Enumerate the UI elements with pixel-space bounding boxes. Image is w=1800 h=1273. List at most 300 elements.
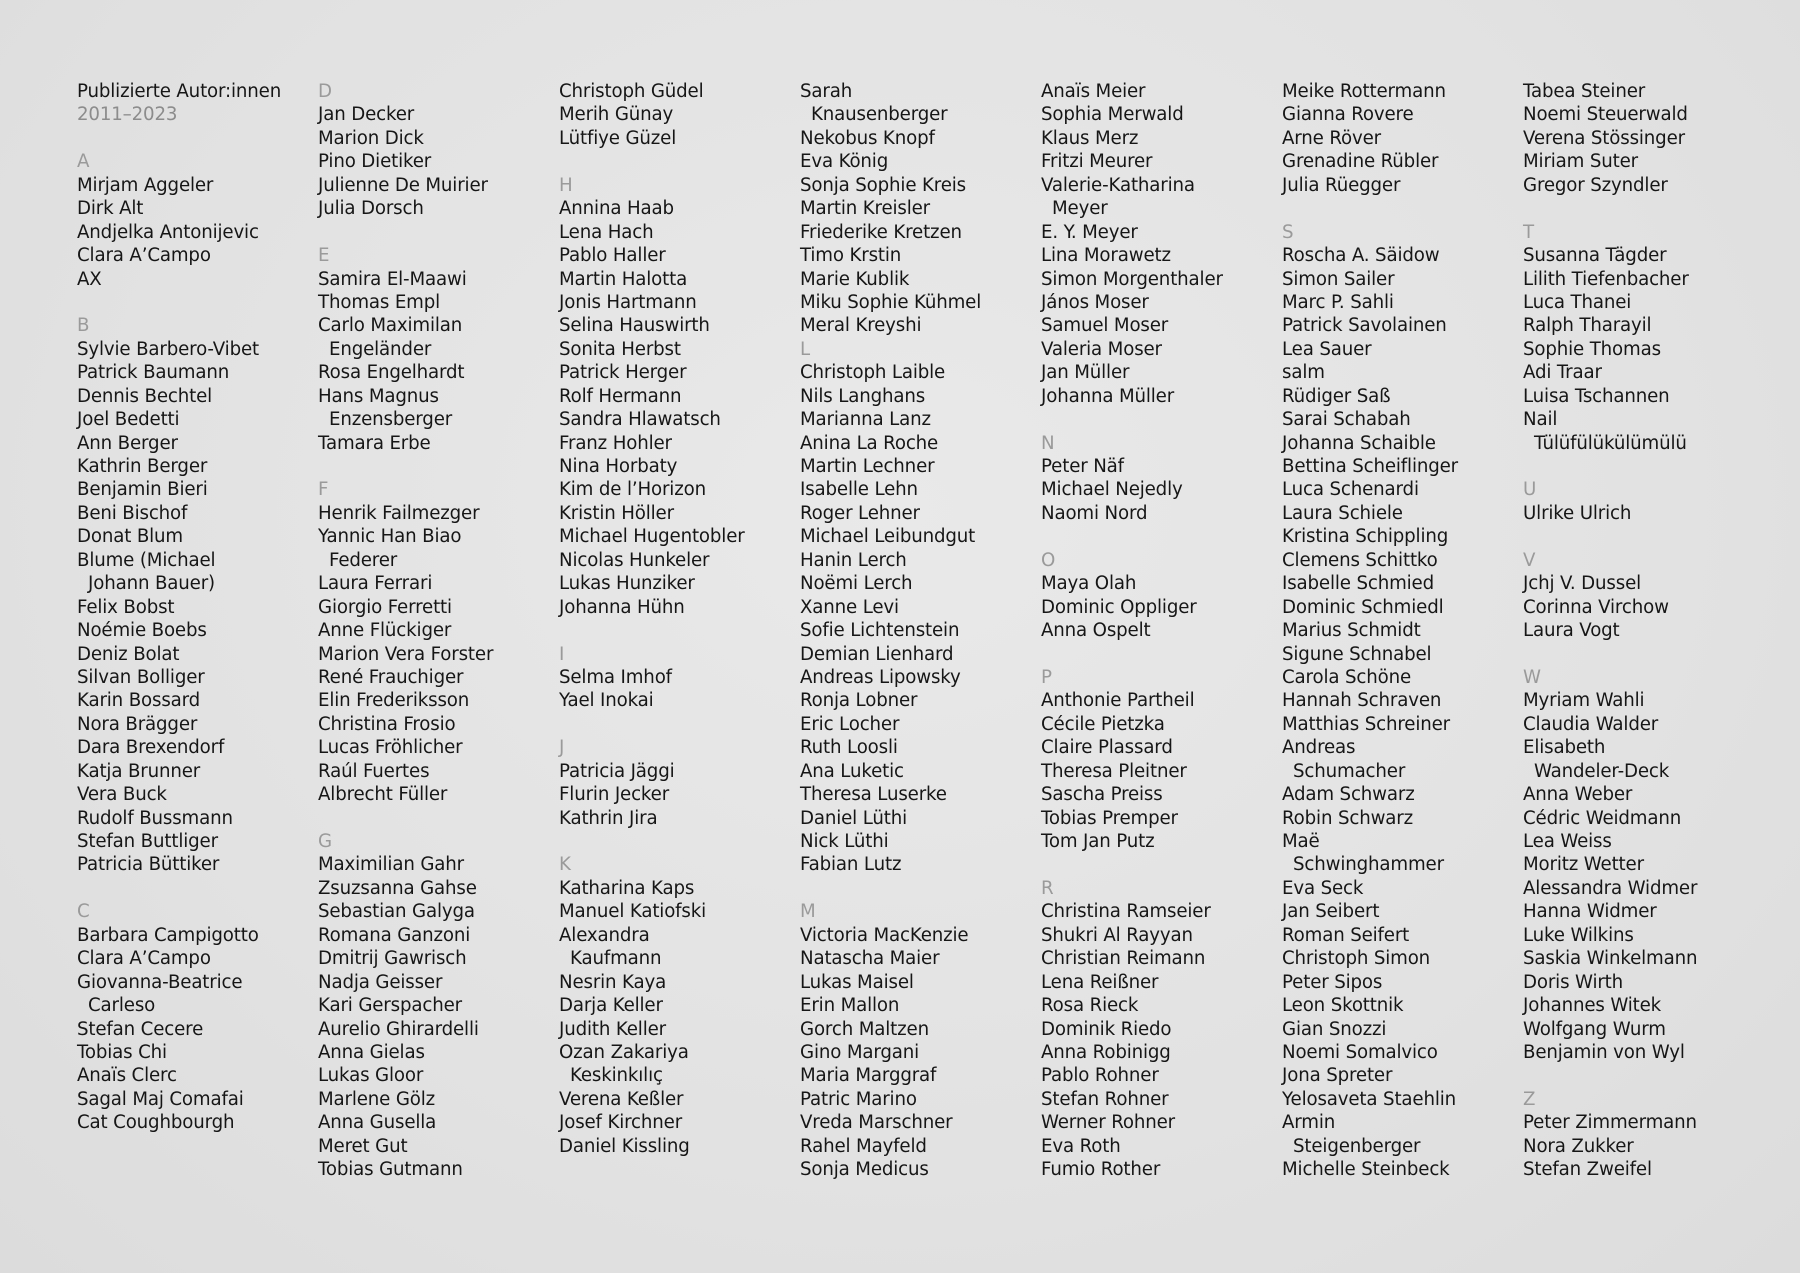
author-name-continuation: Kaufmann (570, 948, 662, 970)
author-name: Blume (Michael (77, 549, 216, 571)
author-name-continuation: Meyer (1052, 198, 1108, 220)
author-name: Anna Robinigg (1041, 1041, 1171, 1063)
author-name: Jona Spreter (1282, 1065, 1393, 1087)
index-letter: K (559, 854, 571, 876)
author-name: Lena Reißner (1041, 971, 1159, 993)
author-name-continuation: Wandeler-Deck (1534, 760, 1670, 782)
author-name: Yelosaveta Staehlin (1282, 1088, 1457, 1110)
author-name: Christian Reimann (1041, 948, 1206, 970)
index-letter: V (1523, 549, 1536, 571)
author-name: Jan Seibert (1282, 901, 1380, 923)
author-name: Isabelle Schmied (1282, 573, 1434, 595)
author-name: Marlene Gölz (318, 1088, 436, 1110)
author-column-7 (1523, 80, 1755, 1182)
author-name: Maria Marggraf (800, 1065, 937, 1087)
author-name: Merih Günay (559, 104, 674, 126)
index-letter: W (1523, 666, 1541, 688)
author-name: Anna Gielas (318, 1041, 425, 1063)
author-name: Saskia Winkelmann (1523, 948, 1698, 970)
spacer (559, 830, 791, 853)
author-name: Nadja Geisser (318, 971, 443, 993)
author-name: Sebastian Galyga (318, 901, 475, 923)
index-letter: B (77, 315, 90, 337)
author-name: Joel Bedetti (77, 409, 180, 431)
author-name: Clara A’Campo (77, 245, 211, 267)
author-name: Leon Skottnik (1282, 995, 1404, 1017)
author-name: Anna Ospelt (1041, 620, 1151, 642)
index-letter: A (77, 151, 90, 173)
author-name: Anthonie Partheil (1041, 690, 1195, 712)
author-name: Naomi Nord (1041, 502, 1148, 524)
spacer (318, 807, 550, 830)
author-name: Stefan Buttliger (77, 831, 218, 852)
author-name: Selina Hauswirth (559, 315, 710, 337)
spacer (1523, 1064, 1755, 1087)
author-name: Tobias Gutmann (318, 1159, 463, 1181)
author-name: Marion Vera Forster (318, 643, 494, 665)
index-letter: R (1041, 877, 1054, 899)
author-name: Zsuzsanna Gahse (318, 877, 477, 899)
author-name: Pablo Rohner (1041, 1065, 1159, 1087)
author-name: Ronja Lobner (800, 690, 918, 712)
author-name: Roscha A. Säidow (1282, 245, 1440, 267)
author-name: Aurelio Ghirardelli (318, 1018, 479, 1040)
index-letter: Z (1523, 1088, 1536, 1110)
index-letter: T (1523, 221, 1534, 243)
author-name: Lina Morawetz (1041, 245, 1171, 267)
author-name: Matthias Schreiner (1282, 713, 1450, 735)
author-name: Ann Berger (77, 432, 178, 454)
author-name: Samuel Moser (1041, 315, 1169, 337)
index-letter: N (1041, 432, 1055, 454)
author-name: Simon Morgenthaler (1041, 268, 1223, 290)
author-name: Daniel Lüthi (800, 807, 908, 829)
author-name: Carola Schöne (1282, 666, 1411, 688)
author-name: Patrick Baumann (77, 362, 230, 384)
author-name: Bettina Scheiflinger (1282, 456, 1458, 477)
index-letter: O (1041, 549, 1056, 571)
index-letter: H (559, 174, 573, 196)
author-name: Ulrike Ulrich (1523, 502, 1632, 524)
author-name: Demian Lienhard (800, 643, 954, 665)
author-name: Tom Jan Putz (1041, 831, 1155, 852)
author-name: Patricia Jäggi (559, 760, 675, 782)
author-name-continuation: Steigenberger (1293, 1135, 1421, 1157)
author-name: Patrick Herger (559, 362, 687, 384)
author-name: Anna Gusella (318, 1112, 437, 1134)
author-name: Christoph Simon (1282, 948, 1431, 970)
author-name: Johannes Witek (1523, 995, 1662, 1017)
author-name: Sofie Lichtenstein (800, 620, 960, 642)
author-name: Flurin Jecker (559, 784, 670, 806)
author-name: Raúl Fuertes (318, 760, 430, 782)
author-name: Vera Buck (77, 784, 167, 806)
spacer (1041, 643, 1273, 666)
author-name: Ralph Tharayil (1523, 315, 1652, 337)
author-name: Clemens Schittko (1282, 549, 1438, 571)
author-name: Felix Bobst (77, 596, 175, 618)
author-name: Marius Schmidt (1282, 620, 1421, 642)
author-name: Moritz Wetter (1523, 854, 1644, 876)
author-name: Annina Haab (559, 198, 674, 220)
author-name: Sigune Schnabel (1282, 643, 1432, 665)
author-name: Myriam Wahli (1523, 690, 1645, 712)
author-name: Claire Plassard (1041, 737, 1173, 759)
author-name: Anne Flückiger (318, 620, 452, 642)
author-name: Kathrin Jira (559, 807, 658, 829)
author-name: Benjamin Bieri (77, 479, 208, 501)
author-name: Verena Stössinger (1523, 127, 1685, 149)
author-name: Kim de l’Horizon (559, 479, 706, 501)
author-name: Rahel Mayfeld (800, 1135, 927, 1157)
spacer (1523, 643, 1755, 666)
author-name: Grenadine Rübler (1282, 151, 1439, 173)
author-name: Anaïs Clerc (77, 1065, 177, 1087)
spacer (77, 291, 309, 314)
author-name: Cédric Weidmann (1523, 807, 1682, 829)
page-title: Publizierte Autor:innen (77, 81, 282, 102)
author-name: Eva König (800, 151, 889, 173)
author-name: Ozan Zakariya (559, 1041, 689, 1063)
author-name: Stefan Zweifel (1523, 1159, 1652, 1181)
author-name: Eric Locher (800, 713, 900, 735)
author-name: Meret Gut (318, 1135, 408, 1157)
author-name: Eva Seck (1282, 877, 1364, 899)
author-name: Giovanna-Beatrice (77, 971, 243, 993)
author-name: Patric Marino (800, 1088, 917, 1110)
author-name: Julienne De Muirier (318, 174, 488, 196)
author-name: Maximilian Gahr (318, 854, 464, 876)
author-name: Cécile Pietzka (1041, 713, 1165, 735)
author-name: Sarah (800, 81, 853, 102)
author-name: Shukri Al Rayyan (1041, 924, 1193, 946)
author-name: Doris Wirth (1523, 971, 1624, 993)
spacer (1041, 408, 1273, 431)
index-letter: D (318, 81, 332, 102)
index-letter: S (1282, 221, 1294, 243)
author-name: Natascha Maier (800, 948, 940, 970)
author-name: Martin Halotta (559, 268, 688, 290)
author-name: Nicolas Hunkeler (559, 549, 710, 571)
author-name: Carlo Maximilan (318, 315, 463, 337)
author-column-2 (318, 80, 550, 1182)
author-name: Katja Brunner (77, 760, 201, 782)
spacer (559, 713, 791, 736)
author-name: Dominic Schmiedl (1282, 596, 1444, 618)
author-name: Alessandra Widmer (1523, 877, 1698, 899)
author-name: Lea Sauer (1282, 338, 1372, 360)
author-name: Rolf Hermann (559, 385, 682, 407)
author-name: Verena Keßler (559, 1088, 684, 1110)
author-name: Tobias Chi (77, 1041, 167, 1063)
author-name: Anina La Roche (800, 432, 939, 454)
author-name: Donat Blum (77, 526, 183, 548)
author-name: Valerie-Katharina (1041, 174, 1195, 196)
author-name: Sarai Schabah (1282, 409, 1411, 431)
author-name: Johanna Schaible (1282, 432, 1436, 454)
index-letter: I (559, 643, 565, 665)
author-name: Judith Keller (559, 1018, 666, 1040)
author-name: Mirjam Aggeler (77, 174, 214, 196)
author-name: Samira El-Maawi (318, 268, 467, 290)
author-name: Isabelle Lehn (800, 479, 918, 501)
author-name: salm (1282, 362, 1325, 384)
author-name: Noëmi Lerch (800, 573, 913, 595)
author-name: Patrick Savolainen (1282, 315, 1447, 337)
index-letter: G (318, 831, 332, 852)
author-name: Benjamin von Wyl (1523, 1041, 1685, 1063)
year-range: 2011–2023 (77, 104, 178, 126)
author-name: Albrecht Füller (318, 784, 448, 806)
author-name: Luke Wilkins (1523, 924, 1634, 946)
author-name: Yael Inokai (559, 690, 654, 712)
author-column-5 (1041, 80, 1273, 1182)
author-name: Julia Dorsch (318, 198, 424, 220)
author-name: Luca Schenardi (1282, 479, 1419, 501)
author-name: Arne Röver (1282, 127, 1381, 149)
author-name: Patricia Büttiker (77, 854, 220, 876)
author-name: Christina Frosio (318, 713, 456, 735)
index-letter: J (559, 737, 565, 759)
spacer (318, 455, 550, 478)
spacer (800, 877, 1032, 900)
author-name: Peter Sipos (1282, 971, 1383, 993)
author-name: Nick Lüthi (800, 831, 889, 852)
author-name: Lilith Tiefenbacher (1523, 268, 1689, 290)
author-name: Sonita Herbst (559, 338, 681, 360)
author-name: Rüdiger Saß (1282, 385, 1391, 407)
author-name: Julia Rüegger (1282, 174, 1401, 196)
author-name: Martin Lechner (800, 456, 935, 477)
author-name: Thomas Empl (318, 291, 441, 313)
author-name: Elisabeth (1523, 737, 1606, 759)
author-name: Xanne Levi (800, 596, 899, 618)
spacer (318, 221, 550, 244)
index-letter: F (318, 479, 329, 501)
author-name: Adam Schwarz (1282, 784, 1415, 806)
author-column-1 (77, 80, 309, 1135)
author-name: Peter Näf (1041, 456, 1124, 477)
author-name: Johanna Müller (1041, 385, 1175, 407)
author-name: Rudolf Bussmann (77, 807, 233, 829)
author-name: Michael Hugentobler (559, 526, 745, 548)
author-name: René Frauchiger (318, 666, 464, 688)
author-name: Gino Margani (800, 1041, 920, 1063)
author-name: Noémie Boebs (77, 620, 207, 642)
author-name-continuation: Tülüfülükülümülü (1534, 432, 1687, 454)
spacer (1523, 197, 1755, 220)
author-name: Klaus Merz (1041, 127, 1139, 149)
author-column-6 (1282, 80, 1514, 1182)
index-letter: E (318, 245, 330, 267)
author-name: Deniz Bolat (77, 643, 180, 665)
spacer (77, 127, 309, 150)
author-name: Laura Ferrari (318, 573, 433, 595)
author-name: Stefan Rohner (1041, 1088, 1169, 1110)
author-name: Marion Dick (318, 127, 424, 149)
author-name: Michael Nejedly (1041, 479, 1183, 501)
author-name: Darja Keller (559, 995, 663, 1017)
author-name: Theresa Luserke (800, 784, 947, 806)
author-name: Laura Vogt (1523, 620, 1620, 642)
author-name: Martin Kreisler (800, 198, 930, 220)
author-name: Katharina Kaps (559, 877, 695, 899)
author-name: Lea Weiss (1523, 831, 1612, 852)
author-name: Sophia Merwald (1041, 104, 1184, 126)
author-name: Simon Sailer (1282, 268, 1395, 290)
author-name: Sonja Sophie Kreis (800, 174, 966, 196)
author-name: Noemi Somalvico (1282, 1041, 1438, 1063)
author-name: Sandra Hlawatsch (559, 409, 721, 431)
author-name: Marie Kublik (800, 268, 910, 290)
author-name: János Moser (1041, 291, 1149, 313)
author-name: Nora Zukker (1523, 1135, 1634, 1157)
author-name: Noemi Steuerwald (1523, 104, 1688, 126)
author-name: Hanna Widmer (1523, 901, 1657, 923)
author-name: Gianna Rovere (1282, 104, 1414, 126)
author-name: Wolfgang Wurm (1523, 1018, 1666, 1040)
author-name: Romana Ganzoni (318, 924, 471, 946)
author-name: Christoph Laible (800, 362, 946, 384)
author-name: Gorch Maltzen (800, 1018, 929, 1040)
author-name: Dennis Bechtel (77, 385, 213, 407)
author-name: Kristin Höller (559, 502, 674, 524)
author-name: Marianna Lanz (800, 409, 931, 431)
index-letter: C (77, 901, 90, 923)
author-name: Roger Lehner (800, 502, 920, 524)
author-name: Gregor Szyndler (1523, 174, 1668, 196)
author-name-continuation: Engeländer (329, 338, 432, 360)
author-name: Christoph Güdel (559, 81, 704, 102)
author-name: Giorgio Ferretti (318, 596, 452, 618)
author-name: Nina Horbaty (559, 456, 678, 477)
author-name-continuation: Carleso (88, 995, 156, 1017)
author-name: Susanna Tägder (1523, 245, 1667, 267)
author-name: Tabea Steiner (1523, 81, 1646, 102)
author-name: Michael Leibundgut (800, 526, 976, 548)
index-letter: M (800, 901, 816, 923)
author-name: Ana Luketic (800, 760, 904, 782)
author-name: Dominik Riedo (1041, 1018, 1172, 1040)
spacer (1523, 525, 1755, 548)
author-name: Lukas Gloor (318, 1065, 424, 1087)
author-name: Rosa Rieck (1041, 995, 1139, 1017)
author-name: Sonja Medicus (800, 1159, 929, 1181)
author-name: Victoria MacKenzie (800, 924, 969, 946)
author-name: Corinna Virchow (1523, 596, 1669, 618)
author-name: Timo Krstin (800, 245, 902, 267)
author-name: Roman Seifert (1282, 924, 1410, 946)
author-name: Lütfiye Güzel (559, 127, 677, 149)
author-name: Robin Schwarz (1282, 807, 1414, 829)
author-name: Erin Mallon (800, 995, 900, 1017)
author-name: Werner Rohner (1041, 1112, 1175, 1134)
author-name: Daniel Kissling (559, 1135, 690, 1157)
author-name: Franz Hohler (559, 432, 672, 454)
author-name: Sylvie Barbero-Vibet (77, 338, 259, 360)
author-name: Fabian Lutz (800, 854, 902, 876)
author-name-continuation: Knausenberger (811, 104, 948, 126)
author-name-continuation: Federer (329, 549, 398, 571)
author-name: Hanin Lerch (800, 549, 907, 571)
author-name: Theresa Pleitner (1041, 760, 1187, 782)
author-name: Andreas Lipowsky (800, 666, 961, 688)
author-name: Armin (1282, 1112, 1336, 1134)
author-name: Jonis Hartmann (559, 291, 697, 313)
author-name: Nekobus Knopf (800, 127, 935, 149)
author-name: Dirk Alt (77, 198, 144, 220)
author-name: Pino Dietiker (318, 151, 432, 173)
author-name: Claudia Walder (1523, 713, 1659, 735)
author-name: Fritzi Meurer (1041, 151, 1153, 173)
author-name: Selma Imhof (559, 666, 672, 688)
author-name-continuation: Keskinkılıç (570, 1065, 663, 1087)
author-name: Miriam Suter (1523, 151, 1638, 173)
author-name: Dmitrij Gawrisch (318, 948, 467, 970)
author-name: Sagal Maj Comafai (77, 1088, 244, 1110)
author-name: Tobias Premper (1041, 807, 1178, 829)
author-name: Barbara Campigotto (77, 924, 259, 946)
author-name: Vreda Marschner (800, 1112, 953, 1134)
author-name: Jan Müller (1041, 362, 1130, 384)
author-name: Pablo Haller (559, 245, 666, 267)
author-name: Dominic Oppliger (1041, 596, 1197, 618)
author-name-continuation: Enzensberger (329, 409, 453, 431)
author-name: Anna Weber (1523, 784, 1633, 806)
spacer (1041, 853, 1273, 876)
author-name: Jan Decker (318, 104, 415, 126)
author-name: Laura Schiele (1282, 502, 1403, 524)
spacer (1282, 197, 1514, 220)
author-name-continuation: Johann Bauer) (88, 573, 215, 595)
author-name: Friederike Kretzen (800, 221, 962, 243)
author-name: Ruth Loosli (800, 737, 898, 759)
author-index-page (77, 80, 1777, 1270)
author-name: Andreas (1282, 737, 1356, 759)
author-column-4 (800, 80, 1032, 1182)
author-name: Fumio Rother (1041, 1159, 1161, 1181)
author-name: Lucas Fröhlicher (318, 737, 463, 759)
spacer (77, 877, 309, 900)
author-name: Manuel Katiofski (559, 901, 707, 923)
author-name: Clara A’Campo (77, 948, 211, 970)
author-name: Peter Zimmermann (1523, 1112, 1697, 1134)
author-name: Adi Traar (1523, 362, 1602, 384)
author-name: Maya Olah (1041, 573, 1137, 595)
author-name: Marc P. Sahli (1282, 291, 1394, 313)
author-name: Meike Rottermann (1282, 81, 1446, 102)
author-name: Miku Sophie Kühmel (800, 291, 982, 313)
author-name: Lena Hach (559, 221, 654, 243)
author-name: AX (77, 268, 102, 290)
author-name: Maë (1282, 831, 1320, 852)
author-column-3 (559, 80, 791, 1158)
author-name: Michelle Steinbeck (1282, 1159, 1450, 1181)
author-name: Nils Langhans (800, 385, 926, 407)
author-name: Tamara Erbe (318, 432, 431, 454)
author-name: Meral Kreyshi (800, 315, 922, 337)
author-name: Yannic Han Biao (318, 526, 462, 548)
author-name: Anaïs Meier (1041, 81, 1146, 102)
spacer (559, 150, 791, 173)
author-name: Nora Brägger (77, 713, 198, 735)
author-name: Sophie Thomas (1523, 338, 1661, 360)
author-name-continuation: Schwinghammer (1293, 854, 1444, 876)
author-name: Silvan Bolliger (77, 666, 205, 688)
author-name: Kathrin Berger (77, 456, 208, 477)
index-letter: U (1523, 479, 1537, 501)
author-name: E. Y. Meyer (1041, 221, 1138, 243)
